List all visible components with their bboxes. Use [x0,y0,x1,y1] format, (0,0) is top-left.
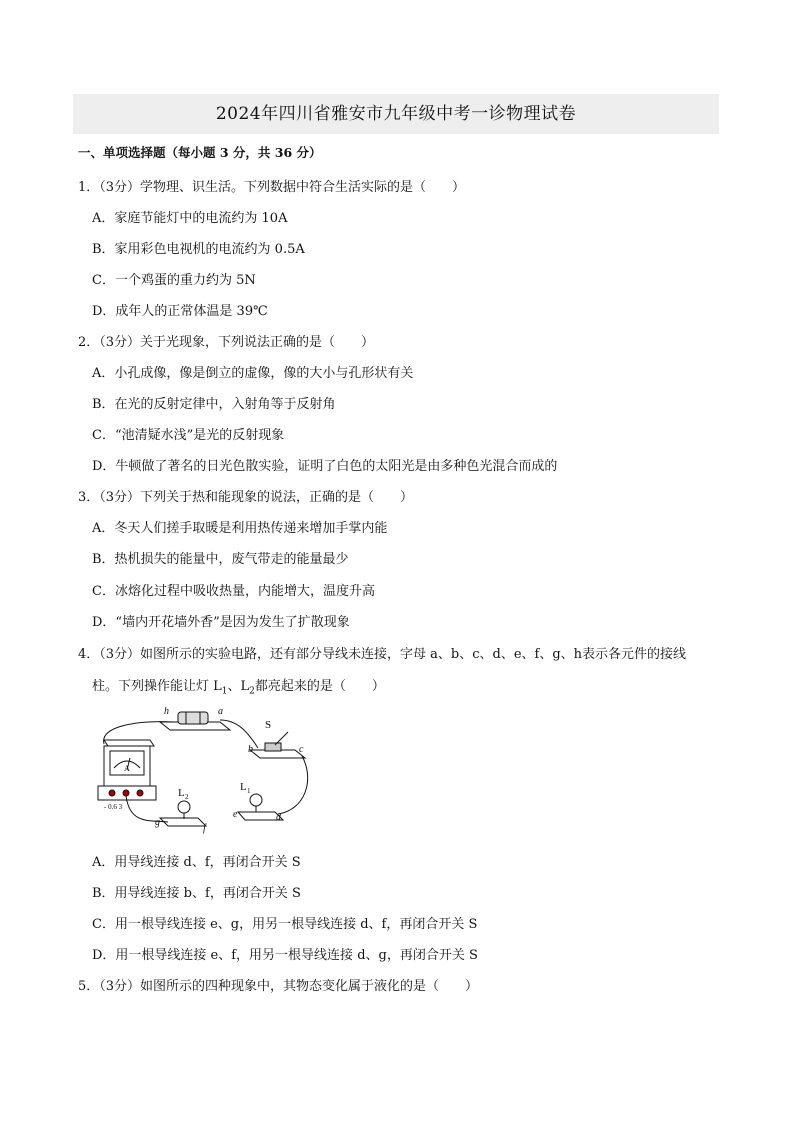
question-2-option-d: D．牛顿做了著名的日光色散实验，证明了白色的太阳光是由多种色光混合而成的 [92,459,558,474]
question-5-stem: 5．（3分）如图所示的四种现象中，其物态变化属于液化的是（ ） [78,979,479,994]
question-1-option-a: A．家庭节能灯中的电流约为 10A [92,211,288,226]
question-3-option-b: B．热机损失的能量中，废气带走的能量最少 [92,552,349,567]
terminal-label-a: a [218,706,223,717]
question-4-option-b: B．用导线连接 b、f，再闭合开关 S [92,886,301,901]
ammeter-terminals: - 0.6 3 [104,803,123,811]
terminal-label-f: f [203,823,206,834]
question-4-option-a: A．用导线连接 d、f，再闭合开关 S [92,855,301,870]
lamp-l2-subscript: 2 [185,793,189,801]
subscript: 2 [249,686,255,697]
terminal-label-g: g [155,817,160,828]
stem-text: 都亮起来的是（ ） [254,679,385,694]
switch-icon [265,743,281,751]
page-title: 2024年四川省雅安市九年级中考一诊物理试卷 [73,94,719,134]
question-1-option-c: C．一个鸡蛋的重力约为 5N [92,273,256,288]
lamp-l2-label: L [178,787,185,799]
stem-text: 柱。下列操作能让灯 L [92,679,222,694]
lamp-l1-icon [250,794,262,806]
stem-text: 、L [227,679,250,694]
wire-c [278,756,308,814]
lamp-l2-icon [178,801,190,813]
battery-icon [178,712,208,724]
question-1-stem: 1．（3分）学物理、识生活。下列数据中符合生活实际的是（ ） [78,180,466,195]
terminal-label-h: h [164,706,169,717]
question-1-option-b: B．家用彩色电视机的电流约为 0.5A [92,242,305,257]
question-2-stem: 2．（3分）关于光现象，下列说法正确的是（ ） [78,335,375,350]
terminal-label-d: d [276,812,281,823]
question-2-option-b: B．在光的反射定律中，入射角等于反射角 [92,397,336,412]
question-4-stem-line1: 4．（3分）如图所示的实验电路，还有部分导线未连接，字母 a、b、c、d、e、f、g、h表示各元件的接线 [78,647,687,662]
question-4-option-c: C．用一根导线连接 e、g，用另一根导线连接 d、f，再闭合开关 S [92,917,478,932]
lamp-l1-label: L [240,781,247,793]
circuit-figure [90,700,330,840]
question-2-option-c: C．“池清疑水浅”是光的反射现象 [92,428,285,443]
switch-label: S [265,719,272,731]
terminal-label-c: c [299,744,304,755]
terminal-label-e: e [233,809,238,820]
question-3-option-c: C．冰熔化过程中吸收热量，内能增大，温度升高 [92,584,375,599]
question-4-stem-line2 [92,675,385,697]
lamp-l1-subscript: 1 [247,787,251,795]
terminal-label-b: b [248,744,253,755]
question-2-option-a: A．小孔成像，像是倒立的虚像，像的大小与孔形状有关 [92,366,414,381]
question-1-option-d: D．成年人的正常体温是 39℃ [92,304,268,319]
question-3-option-a: A．冬天人们搓手取暖是利用热传递来增加手掌内能 [92,521,388,536]
ammeter-top [104,740,154,746]
question-4-option-d: D．用一根导线连接 e、f，用另一根导线连接 d、g，再闭合开关 S [92,948,478,963]
section-heading: 一、单项选择题（每小题 3 分，共 36 分） [78,145,322,160]
subscript: 1 [221,686,228,697]
ammeter-label: A [124,764,130,773]
question-3-stem: 3．（3分）下列关于热和能现象的说法，正确的是（ ） [78,490,414,505]
question-3-option-d: D．“墙内开花墙外香”是因为发生了扩散现象 [92,615,350,630]
